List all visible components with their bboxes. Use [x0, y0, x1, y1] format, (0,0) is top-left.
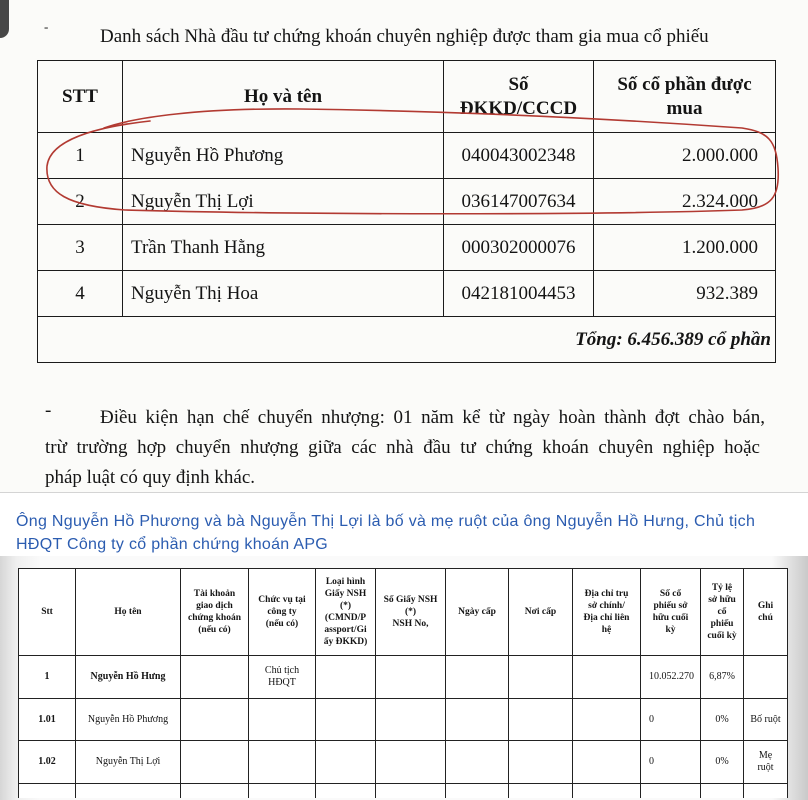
- name-cell: Nguyễn Thị Lợi: [76, 741, 181, 784]
- id-number-cell: [376, 656, 446, 699]
- table-row: [38, 225, 776, 271]
- header-ratio: Tỷ lệ sở hữu cổ phiếu cuối kỳ: [701, 569, 744, 656]
- header-issue-date: Ngày cấp: [446, 569, 509, 656]
- empty-cell: [181, 784, 249, 798]
- table-row: [38, 179, 776, 225]
- shares-cell: 2.000.000: [594, 133, 776, 179]
- shares-cell: 1.200.000: [594, 225, 776, 271]
- note-cell: Bố ruột: [744, 699, 788, 741]
- shareholder-table: [18, 568, 788, 798]
- header-shares: Số cổ phần được mua: [594, 61, 776, 133]
- caption-line: Ông Nguyễn Hồ Phương và bà Nguyễn Thị Lợi là bố và mẹ ruột của ông Nguyễn Hồ Hưng, Chủ tịch: [16, 513, 756, 530]
- empty-cell: [249, 784, 316, 798]
- id-number-cell: [376, 741, 446, 784]
- header-account: Tài khoản giao dịch chứng khoán (nếu có): [181, 569, 249, 656]
- id-number-cell: 040043002348: [444, 133, 594, 179]
- table-header-row: [19, 569, 788, 656]
- address-cell: [573, 741, 641, 784]
- corner-shadow: [0, 0, 9, 38]
- issue-date-cell: [446, 741, 509, 784]
- name-cell: Nguyễn Thị Lợi: [123, 179, 444, 225]
- account-cell: [181, 699, 249, 741]
- empty-cell: [446, 784, 509, 798]
- id-number-cell: [376, 699, 446, 741]
- empty-cell: [701, 784, 744, 798]
- empty-cell: [641, 784, 701, 798]
- shares-cell: 2.324.000: [594, 179, 776, 225]
- caption-line: HĐQT Công ty cổ phần chứng khoán APG: [16, 536, 329, 553]
- issue-date-cell: [446, 699, 509, 741]
- id-type-cell: [316, 741, 376, 784]
- stt-cell: 1: [19, 656, 76, 699]
- total-row: [38, 317, 776, 363]
- stt-cell: 4: [38, 271, 123, 317]
- ratio-cell: 6,87%: [701, 656, 744, 699]
- paragraph-line: trừ trường hợp chuyển nhượng giữa các nhà đầu tư chứng khoán chuyên nghiệp hoặc: [45, 437, 760, 458]
- paragraph-bullet: -: [45, 400, 52, 421]
- empty-cell: [76, 784, 181, 798]
- id-number-cell: 000302000076: [444, 225, 594, 271]
- table-row: [19, 656, 788, 699]
- name-cell: Trần Thanh Hằng: [123, 225, 444, 271]
- empty-cell: [509, 784, 573, 798]
- name-cell: Nguyễn Hồ Phương: [123, 133, 444, 179]
- position-cell: [249, 699, 316, 741]
- name-cell: Nguyễn Thị Hoa: [123, 271, 444, 317]
- header-issue-place: Nơi cấp: [509, 569, 573, 656]
- paragraph-line: Điều kiện hạn chế chuyển nhượng: 01 năm kể từ ngày hoàn thành đợt chào bán,: [100, 407, 765, 428]
- stt-cell: 3: [38, 225, 123, 271]
- account-cell: [181, 741, 249, 784]
- ratio-cell: 0%: [701, 699, 744, 741]
- header-position: Chức vụ tại công ty (nếu có): [249, 569, 316, 656]
- header-name: Họ tên: [76, 569, 181, 656]
- stt-cell: 1.01: [19, 699, 76, 741]
- note-cell: Mẹ ruột: [744, 741, 788, 784]
- note-cell: [744, 656, 788, 699]
- position-cell: [249, 741, 316, 784]
- account-cell: [181, 656, 249, 699]
- table-row-partial: [19, 784, 788, 798]
- table-row: [38, 271, 776, 317]
- name-cell: Nguyễn Hồ Phương: [76, 699, 181, 741]
- header-shares: Số cổ phiếu sở hữu cuối kỳ: [641, 569, 701, 656]
- shares-cell: 0: [641, 741, 701, 784]
- id-number-cell: 036147007634: [444, 179, 594, 225]
- header-note: Ghi chú: [744, 569, 788, 656]
- header-stt: STT: [38, 61, 123, 133]
- empty-cell: [316, 784, 376, 798]
- empty-cell: [573, 784, 641, 798]
- position-cell: Chủ tịch HĐQT: [249, 656, 316, 699]
- table-row: [19, 741, 788, 784]
- issue-date-cell: [446, 656, 509, 699]
- stt-cell: 1: [38, 133, 123, 179]
- empty-cell: [744, 784, 788, 798]
- empty-cell: [19, 784, 76, 798]
- total-cell: Tổng: 6.456.389 cổ phần: [38, 317, 776, 363]
- issue-place-cell: [509, 699, 573, 741]
- header-name: Họ và tên: [123, 61, 444, 133]
- header-id-type: Loại hình Giấy NSH (*) (CMND/P assport/Gi ấy ĐKKD): [316, 569, 376, 656]
- table-row: [19, 699, 788, 741]
- table-header-row: [38, 61, 776, 133]
- id-type-cell: [316, 656, 376, 699]
- corner-dash: -: [44, 19, 49, 34]
- header-address: Địa chỉ trụ sở chính/ Địa chỉ liên hệ: [573, 569, 641, 656]
- header-id-number: Số ĐKKD/CCCD: [444, 61, 594, 133]
- id-number-cell: 042181004453: [444, 271, 594, 317]
- shares-cell: 0: [641, 699, 701, 741]
- shares-cell: 10.052.270: [641, 656, 701, 699]
- table-row: [38, 133, 776, 179]
- header-stt: Stt: [19, 569, 76, 656]
- empty-cell: [376, 784, 446, 798]
- shares-cell: 932.389: [594, 271, 776, 317]
- paragraph-line: pháp luật có quy định khác.: [45, 467, 256, 488]
- stt-cell: 2: [38, 179, 123, 225]
- issue-place-cell: [509, 741, 573, 784]
- issue-place-cell: [509, 656, 573, 699]
- header-id-number: Số Giấy NSH (*) NSH No,: [376, 569, 446, 656]
- address-cell: [573, 699, 641, 741]
- address-cell: [573, 656, 641, 699]
- investor-table: [37, 60, 776, 363]
- id-type-cell: [316, 699, 376, 741]
- stt-cell: 1.02: [19, 741, 76, 784]
- name-cell: Nguyễn Hồ Hưng: [76, 656, 181, 699]
- ratio-cell: 0%: [701, 741, 744, 784]
- document-title: Danh sách Nhà đầu tư chứng khoán chuyên nghiệp được tham gia mua cổ phiếu: [100, 26, 709, 47]
